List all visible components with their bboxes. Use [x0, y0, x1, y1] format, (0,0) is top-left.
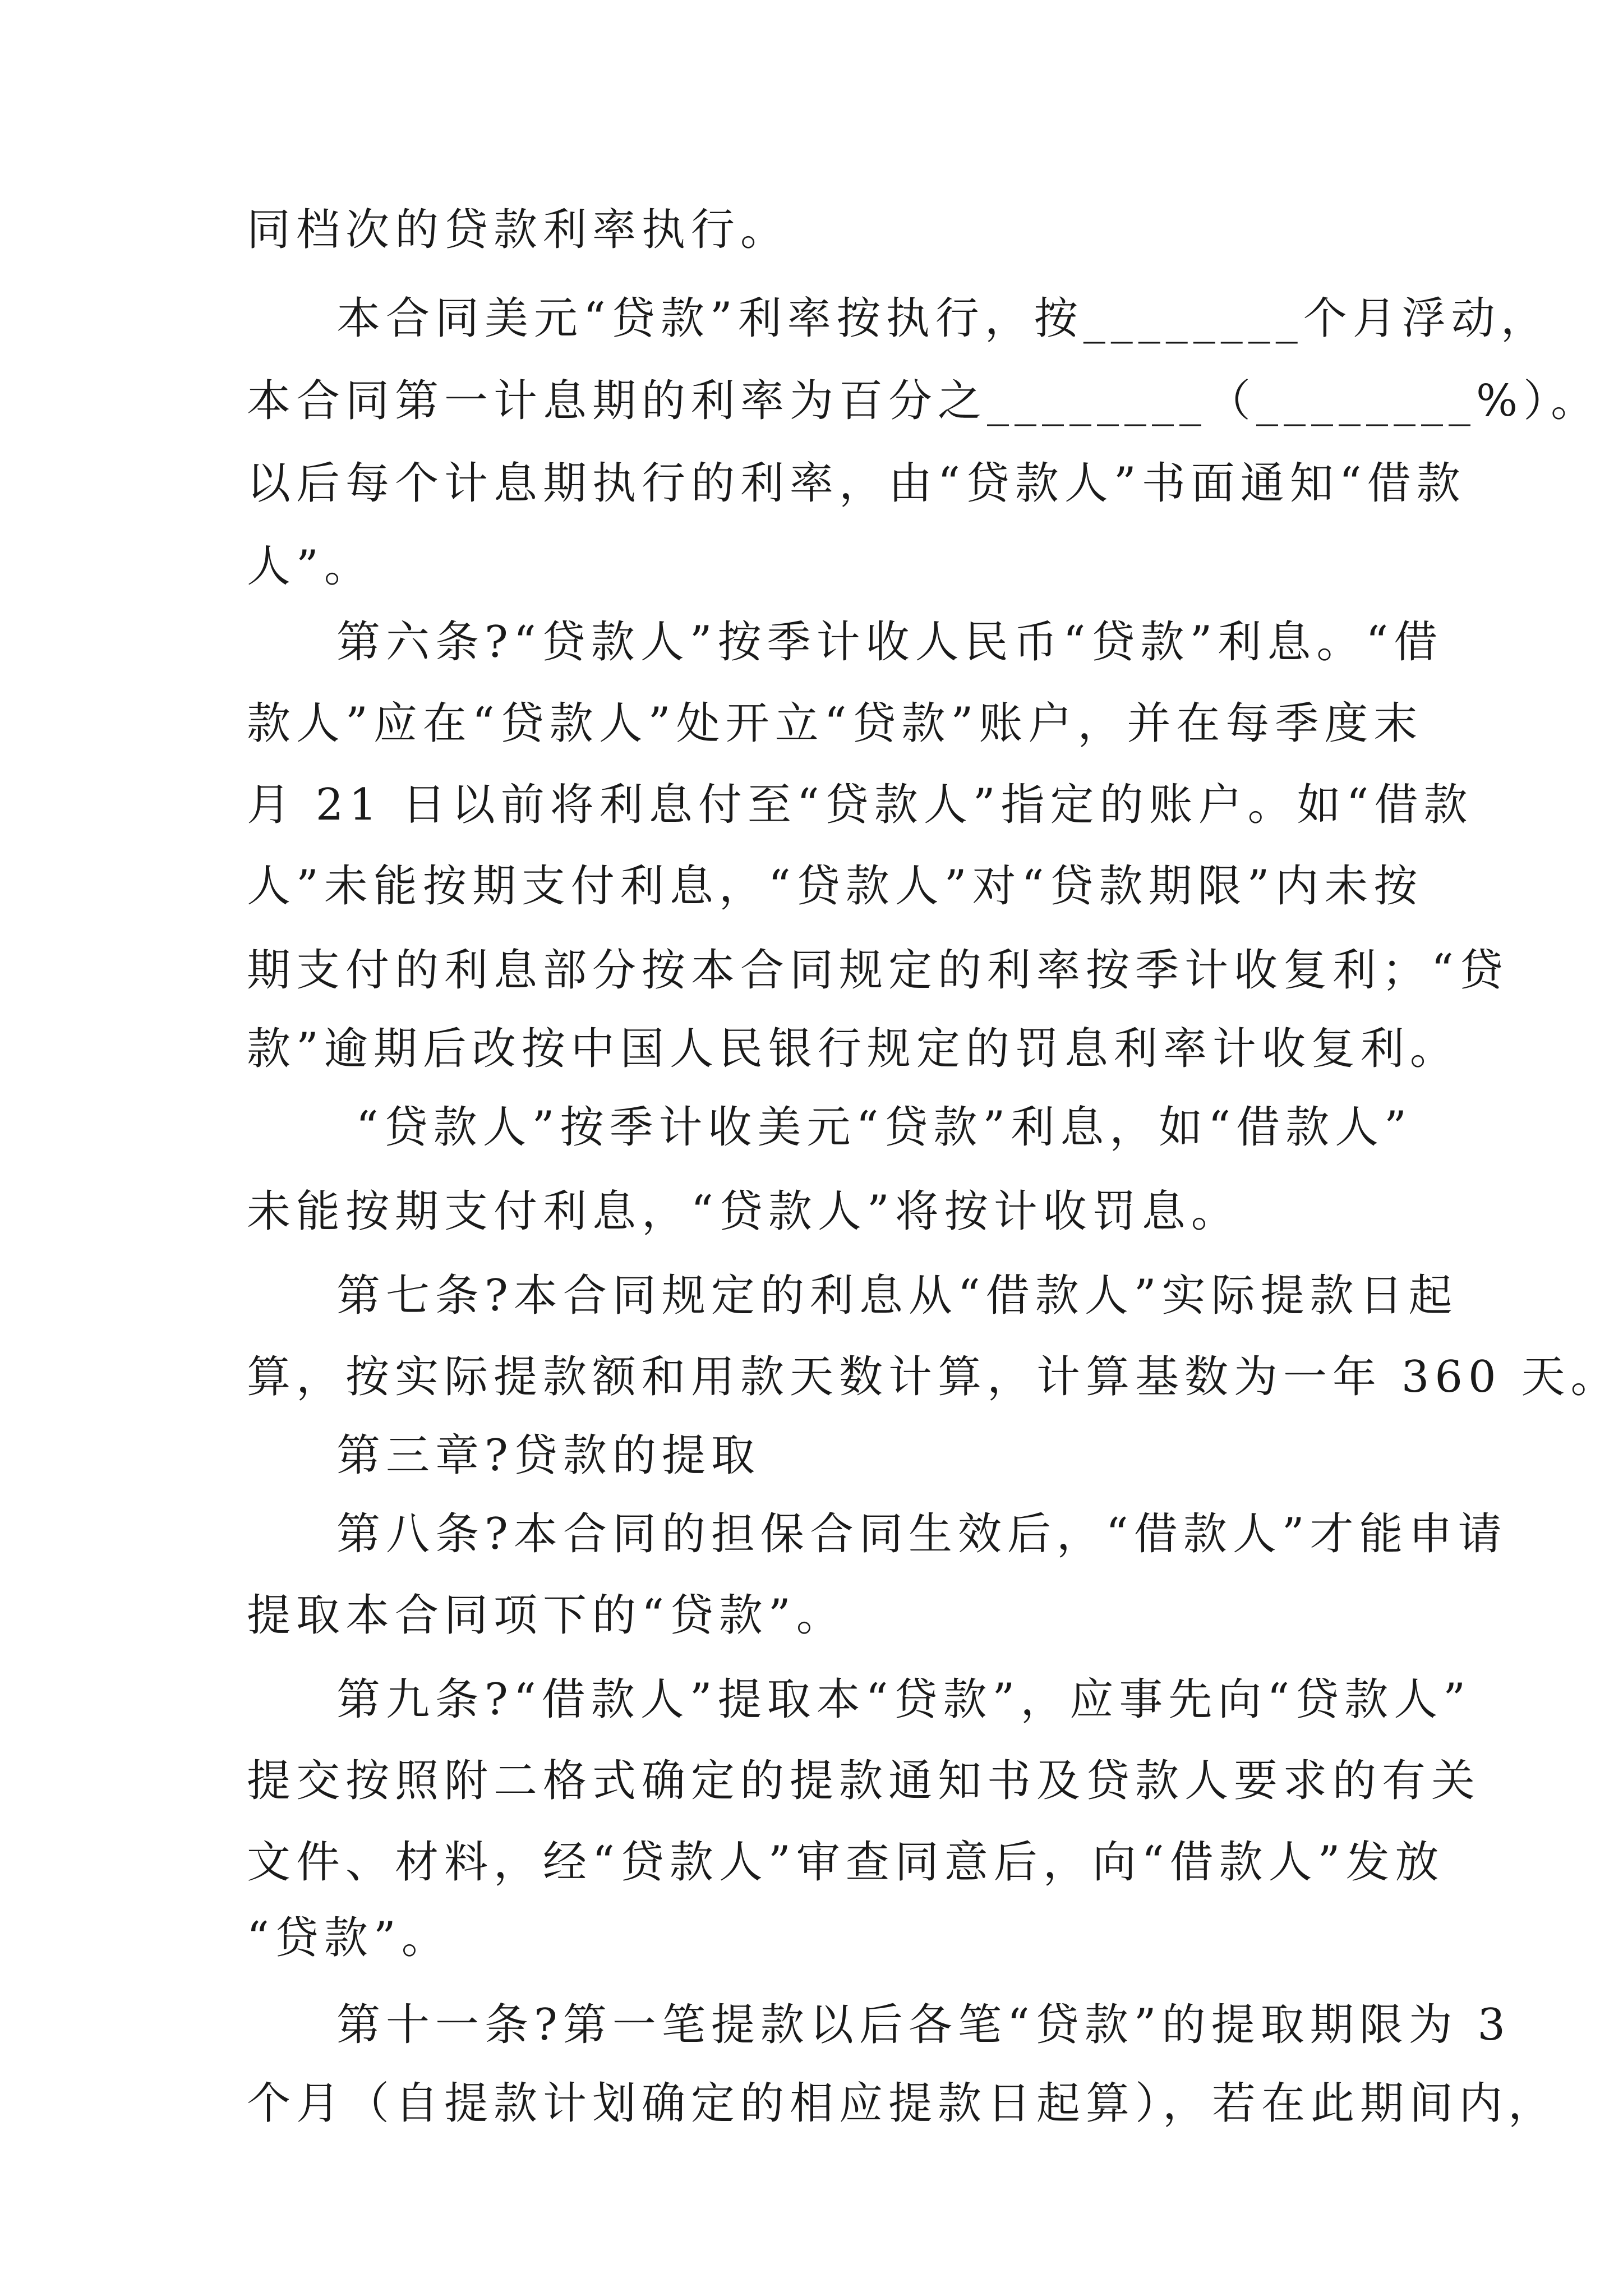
text-line-9: 人”未能按期支付利息，“贷款人”对“贷款期限”内未按 — [247, 861, 1423, 912]
text-line-4: 以后每个计息期执行的利率，由“贷款人”书面通知“借款 — [247, 458, 1466, 509]
text-line-15: 算，按实际提款额和用款天数计算，计算基数为一年 360 天。 — [247, 1352, 1620, 1402]
text-line-16: 第三章?贷款的提取 — [336, 1430, 760, 1481]
text-line-3: 本合同第一计息期的利率为百分之________（________%）。 — [247, 376, 1601, 426]
text-line-20: 提交按照附二格式确定的提款通知书及贷款人要求的有关 — [247, 1756, 1481, 1806]
text-line-2: 本合同美元“贷款”利率按执行，按________个月浮动， — [336, 293, 1550, 344]
text-line-6: 第六条?“贷款人”按季计收人民币“贷款”利息。“借 — [336, 617, 1444, 668]
text-line-17: 第八条?本合同的担保合同生效后，“借款人”才能申请 — [336, 1509, 1507, 1559]
text-line-22: “贷款”。 — [247, 1913, 451, 1963]
text-line-5: 人”。 — [247, 541, 374, 592]
text-line-8: 月 21 日以前将利息付至“贷款人”指定的账户。如“借款 — [247, 780, 1473, 830]
text-line-18: 提取本合同项下的“贷款”。 — [247, 1590, 846, 1641]
text-line-13: 未能按期支付利息，“贷款人”将按计收罚息。 — [247, 1186, 1241, 1237]
text-line-23: 第十一条?第一笔提款以后各笔“贷款”的提取期限为 3 — [336, 2000, 1511, 2050]
text-line-14: 第七条?本合同规定的利息从“借款人”实际提款日起 — [336, 1271, 1458, 1321]
text-line-1: 同档次的贷款利率执行。 — [247, 205, 790, 255]
text-line-12: “贷款人”按季计收美元“贷款”利息，如“借款人” — [336, 1102, 1413, 1153]
text-line-21: 文件、材料，经“贷款人”审查同意后，向“借款人”发放 — [247, 1837, 1445, 1888]
text-line-10: 期支付的利息部分按本合同规定的利率按季计收复利；“贷 — [247, 945, 1509, 996]
text-line-19: 第九条?“借款人”提取本“贷款”，应事先向“贷款人” — [336, 1674, 1472, 1725]
text-line-7: 款人”应在“贷款人”处开立“贷款”账户，并在每季度末 — [247, 698, 1423, 749]
text-line-11: 款”逾期后改按中国人民银行规定的罚息利率计收复利。 — [247, 1024, 1459, 1074]
text-line-24: 个月（自提款计划确定的相应提款日起算），若在此期间内， — [247, 2078, 1558, 2129]
